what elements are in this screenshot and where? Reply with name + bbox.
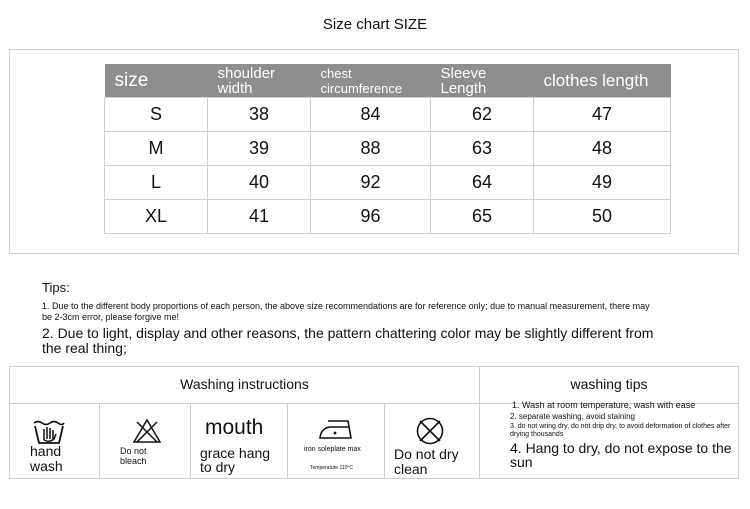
cell-shoulder: 41 — [208, 200, 311, 234]
cell-sleeve: 63 — [431, 132, 534, 166]
tips-label: Tips: — [42, 280, 70, 295]
cell-length: 50 — [534, 200, 671, 234]
wash-item-do-not-dry-clean — [385, 404, 479, 479]
cell-chest: 88 — [311, 132, 431, 166]
cell-size: M — [105, 132, 208, 166]
header-clothes-length: clothes length — [534, 64, 671, 98]
cell-size: XL — [105, 200, 208, 234]
cell-sleeve: 64 — [431, 166, 534, 200]
cell-length: 48 — [534, 132, 671, 166]
washing-tip-4: 4. Hang to dry, do not expose to the sun — [510, 440, 732, 470]
washing-tip-1: 1. Wash at room temperature, wash with ease — [512, 400, 696, 410]
cell-sleeve: 65 — [431, 200, 534, 234]
table-row — [105, 200, 671, 234]
table-row — [105, 132, 671, 166]
cell-length: 49 — [534, 166, 671, 200]
cell-chest: 84 — [311, 98, 431, 132]
washing-instructions-heading: Washing instructions — [180, 376, 309, 392]
header-shoulder-width: shoulder width — [208, 64, 311, 98]
tip-1: 1. Due to the different body proportions of each person, the above size recommendations are for reference only; due to manual measurement, there may be 2-3cm error, please forgive me! — [42, 301, 650, 322]
header-sleeve-length: Sleeve Length — [431, 64, 534, 98]
do-not-dry-clean-label: Do not dry clean — [394, 446, 459, 477]
cell-size: L — [105, 166, 208, 200]
tips-section — [42, 280, 662, 356]
header-size: size — [105, 64, 208, 98]
table-row — [105, 166, 671, 200]
hand-wash-icon — [32, 416, 66, 446]
cell-size: S — [105, 98, 208, 132]
cell-shoulder: 39 — [208, 132, 311, 166]
do-not-bleach-icon — [132, 418, 162, 444]
size-chart-panel — [9, 49, 739, 254]
cell-shoulder: 38 — [208, 98, 311, 132]
size-table — [104, 64, 671, 234]
iron-icon — [318, 418, 354, 442]
do-not-bleach-label: Do not bleach — [120, 446, 147, 466]
hang-dry-label: grace hang to dry — [200, 445, 271, 475]
do-not-dry-clean-icon — [415, 416, 445, 446]
header-chest-circumference: chest circumference — [311, 64, 431, 98]
mouth-title: mouth — [205, 416, 264, 439]
cell-shoulder: 40 — [208, 166, 311, 200]
cell-length: 47 — [534, 98, 671, 132]
washing-tips-heading: washing tips — [570, 376, 648, 392]
table-row — [105, 98, 671, 132]
wash-item-hang-dry — [191, 404, 287, 479]
cell-chest: 92 — [311, 166, 431, 200]
wash-item-do-not-bleach — [100, 404, 190, 479]
wash-item-hand-wash — [10, 404, 99, 479]
washing-tip-3: 3. do not wring dry, do not drip dry, to avoid deformation of clothes after drying thousands — [510, 423, 731, 438]
page-title: Size chart SIZE — [322, 16, 428, 33]
hand-wash-label: hand wash — [30, 443, 63, 474]
iron-temperature: Temperature 110°C — [310, 465, 354, 471]
tip-2: 2. Due to light, display and other reasons, the pattern chattering color may be slightly different from the real thing; — [42, 325, 654, 356]
size-table-header — [105, 64, 671, 98]
iron-label: iron soleplate max — [304, 446, 361, 453]
wash-item-iron — [288, 404, 384, 479]
cell-sleeve: 62 — [431, 98, 534, 132]
washing-tip-2: 2. separate washing, avoid staining — [510, 412, 635, 421]
washing-tips-list — [502, 401, 737, 469]
cell-chest: 96 — [311, 200, 431, 234]
